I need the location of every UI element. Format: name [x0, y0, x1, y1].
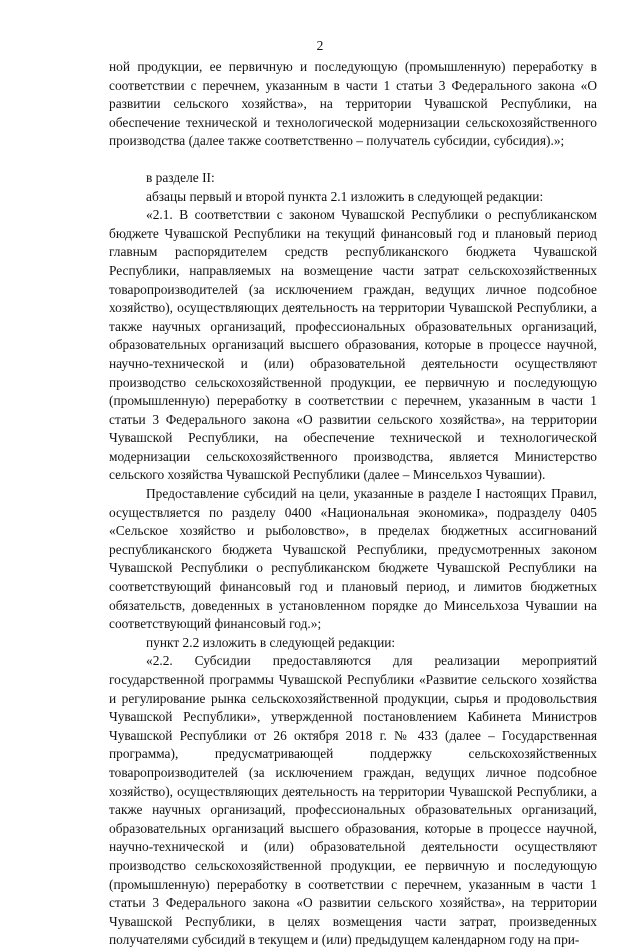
- paragraph-continuation: ной продукции, ее первичную и последующую (промышленную) переработку в соответствии с перечнем, указанным в части 1 статьи 3 Федерального закона «О развитии сельского хозяйства», на территории Чувашской Республики, на обеспечение технической и технологической модернизации сельскохозяйственного производства (далее также соответственно – получатель субсидии, субсидия).»;: [109, 59, 597, 149]
- page-number: 2: [316, 38, 324, 53]
- paragraph-clause-2-1: «2.1. В соответствии с законом Чувашской Республики о республиканском бюджете Чувашской Республики на текущий финансовый год и плановый период главным распорядителем средств республиканского бюджета Чувашской Республики, направляемых на возмещение части затрат сельскохозяйственных товаропроизводителей (за исключением граждан, ведущих личное подсобное хозяйство), осуществляющих деятельность на территории Чувашской Республики, а также научных организаций, профессиональных образовательных организаций, образовательных организаций высшего образования, которые в процессе научной, научно-технической и (или) образовательной деятельности осуществляют производство сельскохозяйственной продукции, ее первичную и последующую (промышленную) переработку в соответствии с перечнем, указанным в части 1 статьи 3 Федерального закона «О развитии сельского хозяйства», на территории Чувашской Республики, на обеспечение технической и технологической модернизации сельскохозяйственного производства, является Министерство сельского хозяйства Чувашской Республики (далее – Минсельхоз Чувашии).: [109, 207, 597, 483]
- paragraph-amend-2-2: пункт 2.2 изложить в следующей редакции:: [146, 634, 396, 650]
- paragraph-clause-2-2: «2.2. Субсидии предоставляются для реализации мероприятий государственной программы Чувашской Республики «Развитие сельского хозяйства и регулирование рынка сельскохозяйственной продукции, сырья и продовольствия Чувашской Республики», утвержденной постановлением Кабинета Министров Чувашской Республики от 26 октября 2018 г. № 433 (далее – Государственная программа), предусматривающей поддержку сельскохозяйственных товаропроизводителей (за исключением граждан, ведущих личное подсобное хозяйство), осуществляющих деятельность на территории Чувашской Республики, а также научных организаций, профессиональных образовательных организаций, образовательных организаций высшего образования, которые в процессе научной, научно-технической и (или) образовательной деятельности осуществляют производство сельскохозяйственной продукции, ее первичную и последующую (промышленную) переработку в соответствии с перечнем, указанным в части 1 статьи 3 Федерального закона «О развитии сельского хозяйства», на территории Чувашской Республики, в целях возмещения части затрат, произведенных получателями субсидий в текущем и (или) предыдущем календарном году на при-: [109, 653, 597, 948]
- paragraph-section-ii: в разделе II:: [146, 169, 215, 185]
- document-body: [109, 58, 597, 950]
- paragraph-subsidy-provision: Предоставление субсидий на цели, указанные в разделе I настоящих Правил, осуществляется по разделу 0400 «Национальная экономика», подразделу 0405 «Сельское хозяйство и рыболовство», в пределах бюджетных ассигнований республиканского бюджета Чувашской Республики, предусмотренных законом Чувашской Республики о республиканском бюджете Чувашской Республики на соответствующий финансовый год и плановый период, и лимитов бюджетных обязательств, доведенных в установленном порядке до Минсельхоза Чувашии на соответствующий финансовый год.»;: [109, 486, 597, 632]
- paragraph-gap: [109, 151, 597, 169]
- paragraph-amend-2-1: абзацы первый и второй пункта 2.1 изложить в следующей редакции:: [146, 188, 544, 204]
